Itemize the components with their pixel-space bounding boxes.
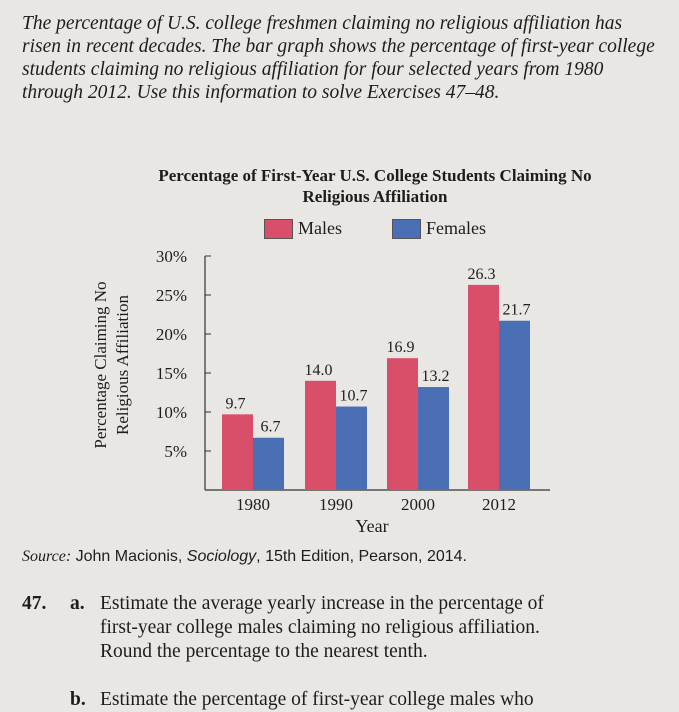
- chart-title: Percentage of First-Year U.S. College Students Claiming No Religious Affiliation: [158, 166, 592, 206]
- x-tick-label: 2000: [401, 495, 435, 514]
- source-label: Source:: [22, 548, 72, 565]
- source-text-after: , 15th Edition, Pearson, 2014.: [256, 548, 467, 565]
- intro-paragraph: The percentage of U.S. college freshmen claiming no religious affiliation has risen in recent decades. The bar graph shows the percentage of first-year college students claiming no religious affiliation for four selected years from 1980 through 2012. Use this information to solve Exercises 47–48.: [22, 13, 655, 103]
- legend-label-males: Males: [298, 218, 342, 238]
- y-tick-label: 20%: [155, 325, 187, 344]
- y-axis-label-line: Percentage Claiming No: [91, 281, 110, 449]
- exercise-part-a-label: a.: [70, 593, 85, 614]
- bar-females: [336, 407, 367, 490]
- y-tick-label: 30%: [155, 247, 187, 266]
- source-text-before: John Macionis,: [75, 548, 187, 565]
- x-tick-label: 2012: [482, 495, 516, 514]
- y-tick-label: 25%: [155, 286, 187, 305]
- exercise-a-line: first-year college males claiming no religious affiliation.: [100, 617, 540, 638]
- exercise-a-line: Estimate the average yearly increase in the percentage of: [100, 593, 544, 614]
- bar-females: [499, 321, 530, 490]
- data-label: 16.9: [386, 339, 415, 357]
- y-tick-label: 10%: [155, 403, 187, 422]
- data-label: 21.7: [502, 301, 531, 319]
- x-tick-label: 1980: [236, 495, 270, 514]
- exercise-part-b-label: b.: [70, 689, 86, 710]
- source-citation: [22, 548, 467, 566]
- bar-females: [253, 438, 284, 490]
- legend-label-females: Females: [426, 218, 486, 238]
- y-axis-label-line: Religious Affiliation: [113, 295, 132, 435]
- source-book-title: Sociology: [186, 548, 257, 565]
- bar-males: [468, 285, 499, 490]
- exercise-b-line: Estimate the percentage of first-year college males who: [100, 689, 534, 710]
- exercise-number: 47.: [22, 593, 47, 614]
- y-tick-label: 5%: [164, 442, 187, 461]
- bar-males: [222, 414, 253, 490]
- exercise-a-line: Round the percentage to the nearest tenth.: [100, 641, 428, 662]
- bar-males: [387, 358, 418, 490]
- y-tick-label: 15%: [155, 364, 187, 383]
- bar-chart: [0, 230, 679, 540]
- x-tick-label: 1990: [319, 495, 353, 514]
- data-label: 26.3: [467, 265, 496, 283]
- data-label: 9.7: [225, 395, 246, 413]
- data-label: 10.7: [339, 387, 368, 405]
- data-label: 6.7: [260, 418, 281, 436]
- bar-females: [418, 387, 449, 490]
- bar-males: [305, 381, 336, 490]
- data-label: 14.0: [304, 361, 333, 379]
- data-label: 13.2: [421, 368, 450, 386]
- x-axis-label: Year: [355, 516, 389, 536]
